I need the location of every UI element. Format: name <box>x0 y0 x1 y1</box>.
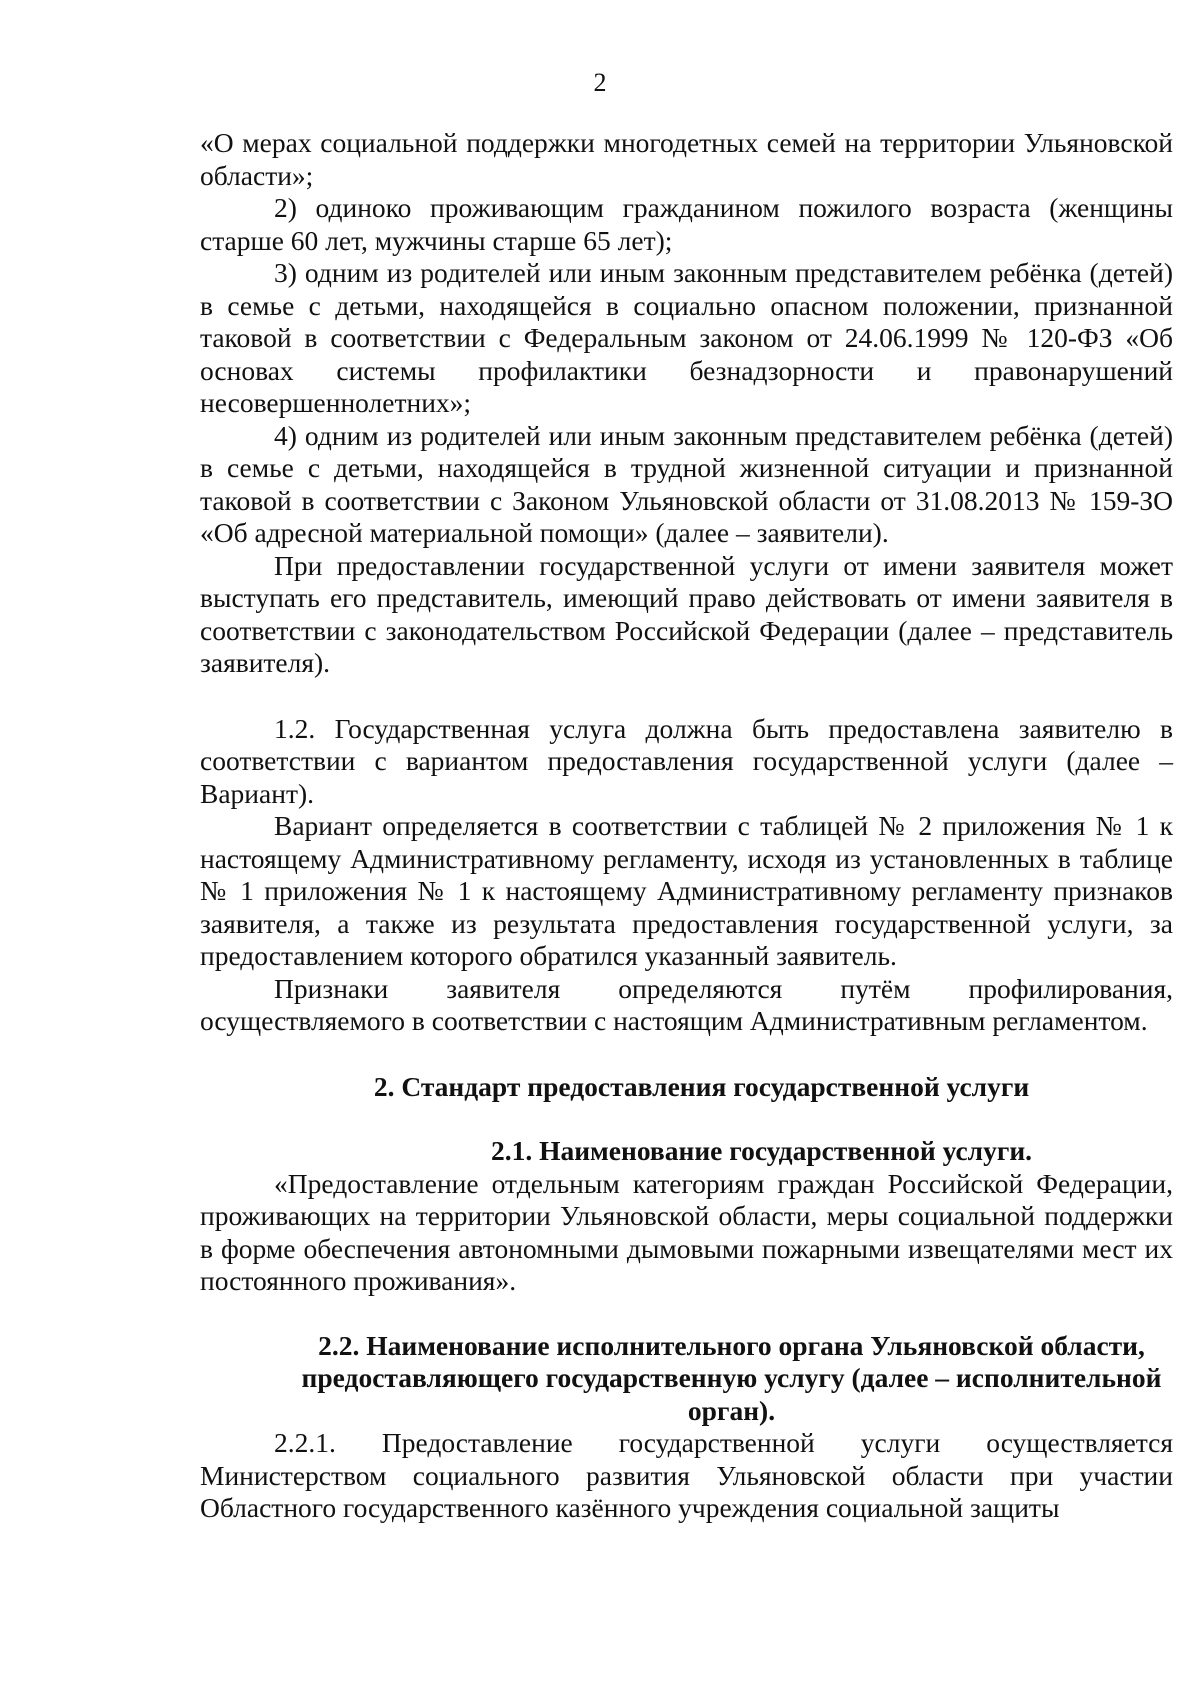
paragraph-2-2-1: 2.2.1. Предоставление государственной услуги осуществляется Министерством социального развития Ульяновской области при участии Областного государственного казённого учреждения социальной защиты <box>200 1427 1173 1523</box>
spacer <box>200 680 1173 713</box>
paragraph-item-4: 4) одним из родителей или иным законным представителем ребёнка (детей) в семье с детьми, находящейся в трудной жизненной ситуации и признанной таковой в соответствии с Законом Ульяновской области от 31.08.2013 № 159-ЗО «Об адресной материальной помощи» (далее – заявители). <box>200 419 1173 548</box>
paragraph-profiling: Признаки заявителя определяются путём профилирования, осуществляемого в соответствии с настоящим Административным регламентом. <box>200 972 1173 1036</box>
paragraph-service-name: «Предоставление отдельным категориям граждан Российской Федерации, проживающих на территории Ульяновской области, меры социальной поддержки в форме обеспечения автономными дымовыми пожарными извещателями мест их постоянного проживания». <box>200 1167 1173 1296</box>
paragraph-variant: Вариант определяется в соответствии с таблицей № 2 приложения № 1 к настоящему Административному регламенту, исходя из установленных в таблице № 1 приложения № 1 к настоящему Административному регламенту признаков заявителя, а также из результата предоставления государственной услуги, за предоставлением которого обратился указанный заявитель. <box>200 810 1173 971</box>
paragraph-1-2: 1.2. Государственная услуга должна быть предоставлена заявителю в соответствии с вариантом предоставления государственной услуги (далее – Вариант). <box>200 712 1173 809</box>
spacer <box>200 1038 1173 1071</box>
document-body <box>200 127 1173 1525</box>
spacer <box>200 1298 1173 1330</box>
subsection-2-1-heading: 2.1. Наименование государственной услуги. <box>490 1135 1033 1166</box>
paragraph-law-reference: «О мерах социальной поддержки многодетных семей на территории Ульяновской области»; <box>200 127 1173 191</box>
page-number: 2 <box>593 68 607 97</box>
spacer <box>200 1103 1173 1135</box>
subsection-2-2-heading: 2.2. Наименование исполнительного органа Ульяновской области, предоставляющего государственную услугу (далее – исполнительной орган). <box>301 1329 1162 1426</box>
section-2-heading: 2. Стандарт предоставления государственной услуги <box>373 1070 1030 1102</box>
paragraph-item-2: 2) одиноко проживающим гражданином пожилого возраста (женщины старше 60 лет, мужчины старше 65 лет); <box>200 192 1173 256</box>
paragraph-representative: При предоставлении государственной услуги от имени заявителя может выступать его представитель, имеющий право действовать от имени заявителя в соответствии с законодательством Российской Федерации (далее – представитель заявителя). <box>200 549 1173 678</box>
paragraph-item-3: 3) одним из родителей или иным законным представителем ребёнка (детей) в семье с детьми, находящейся в социально опасном положении, признанной таковой в соответствии с Федеральным законом от 24.06.1999 № 120-ФЗ «Об основах системы профилактики безнадзорности и правонарушений несовершеннолетних»; <box>200 257 1173 418</box>
